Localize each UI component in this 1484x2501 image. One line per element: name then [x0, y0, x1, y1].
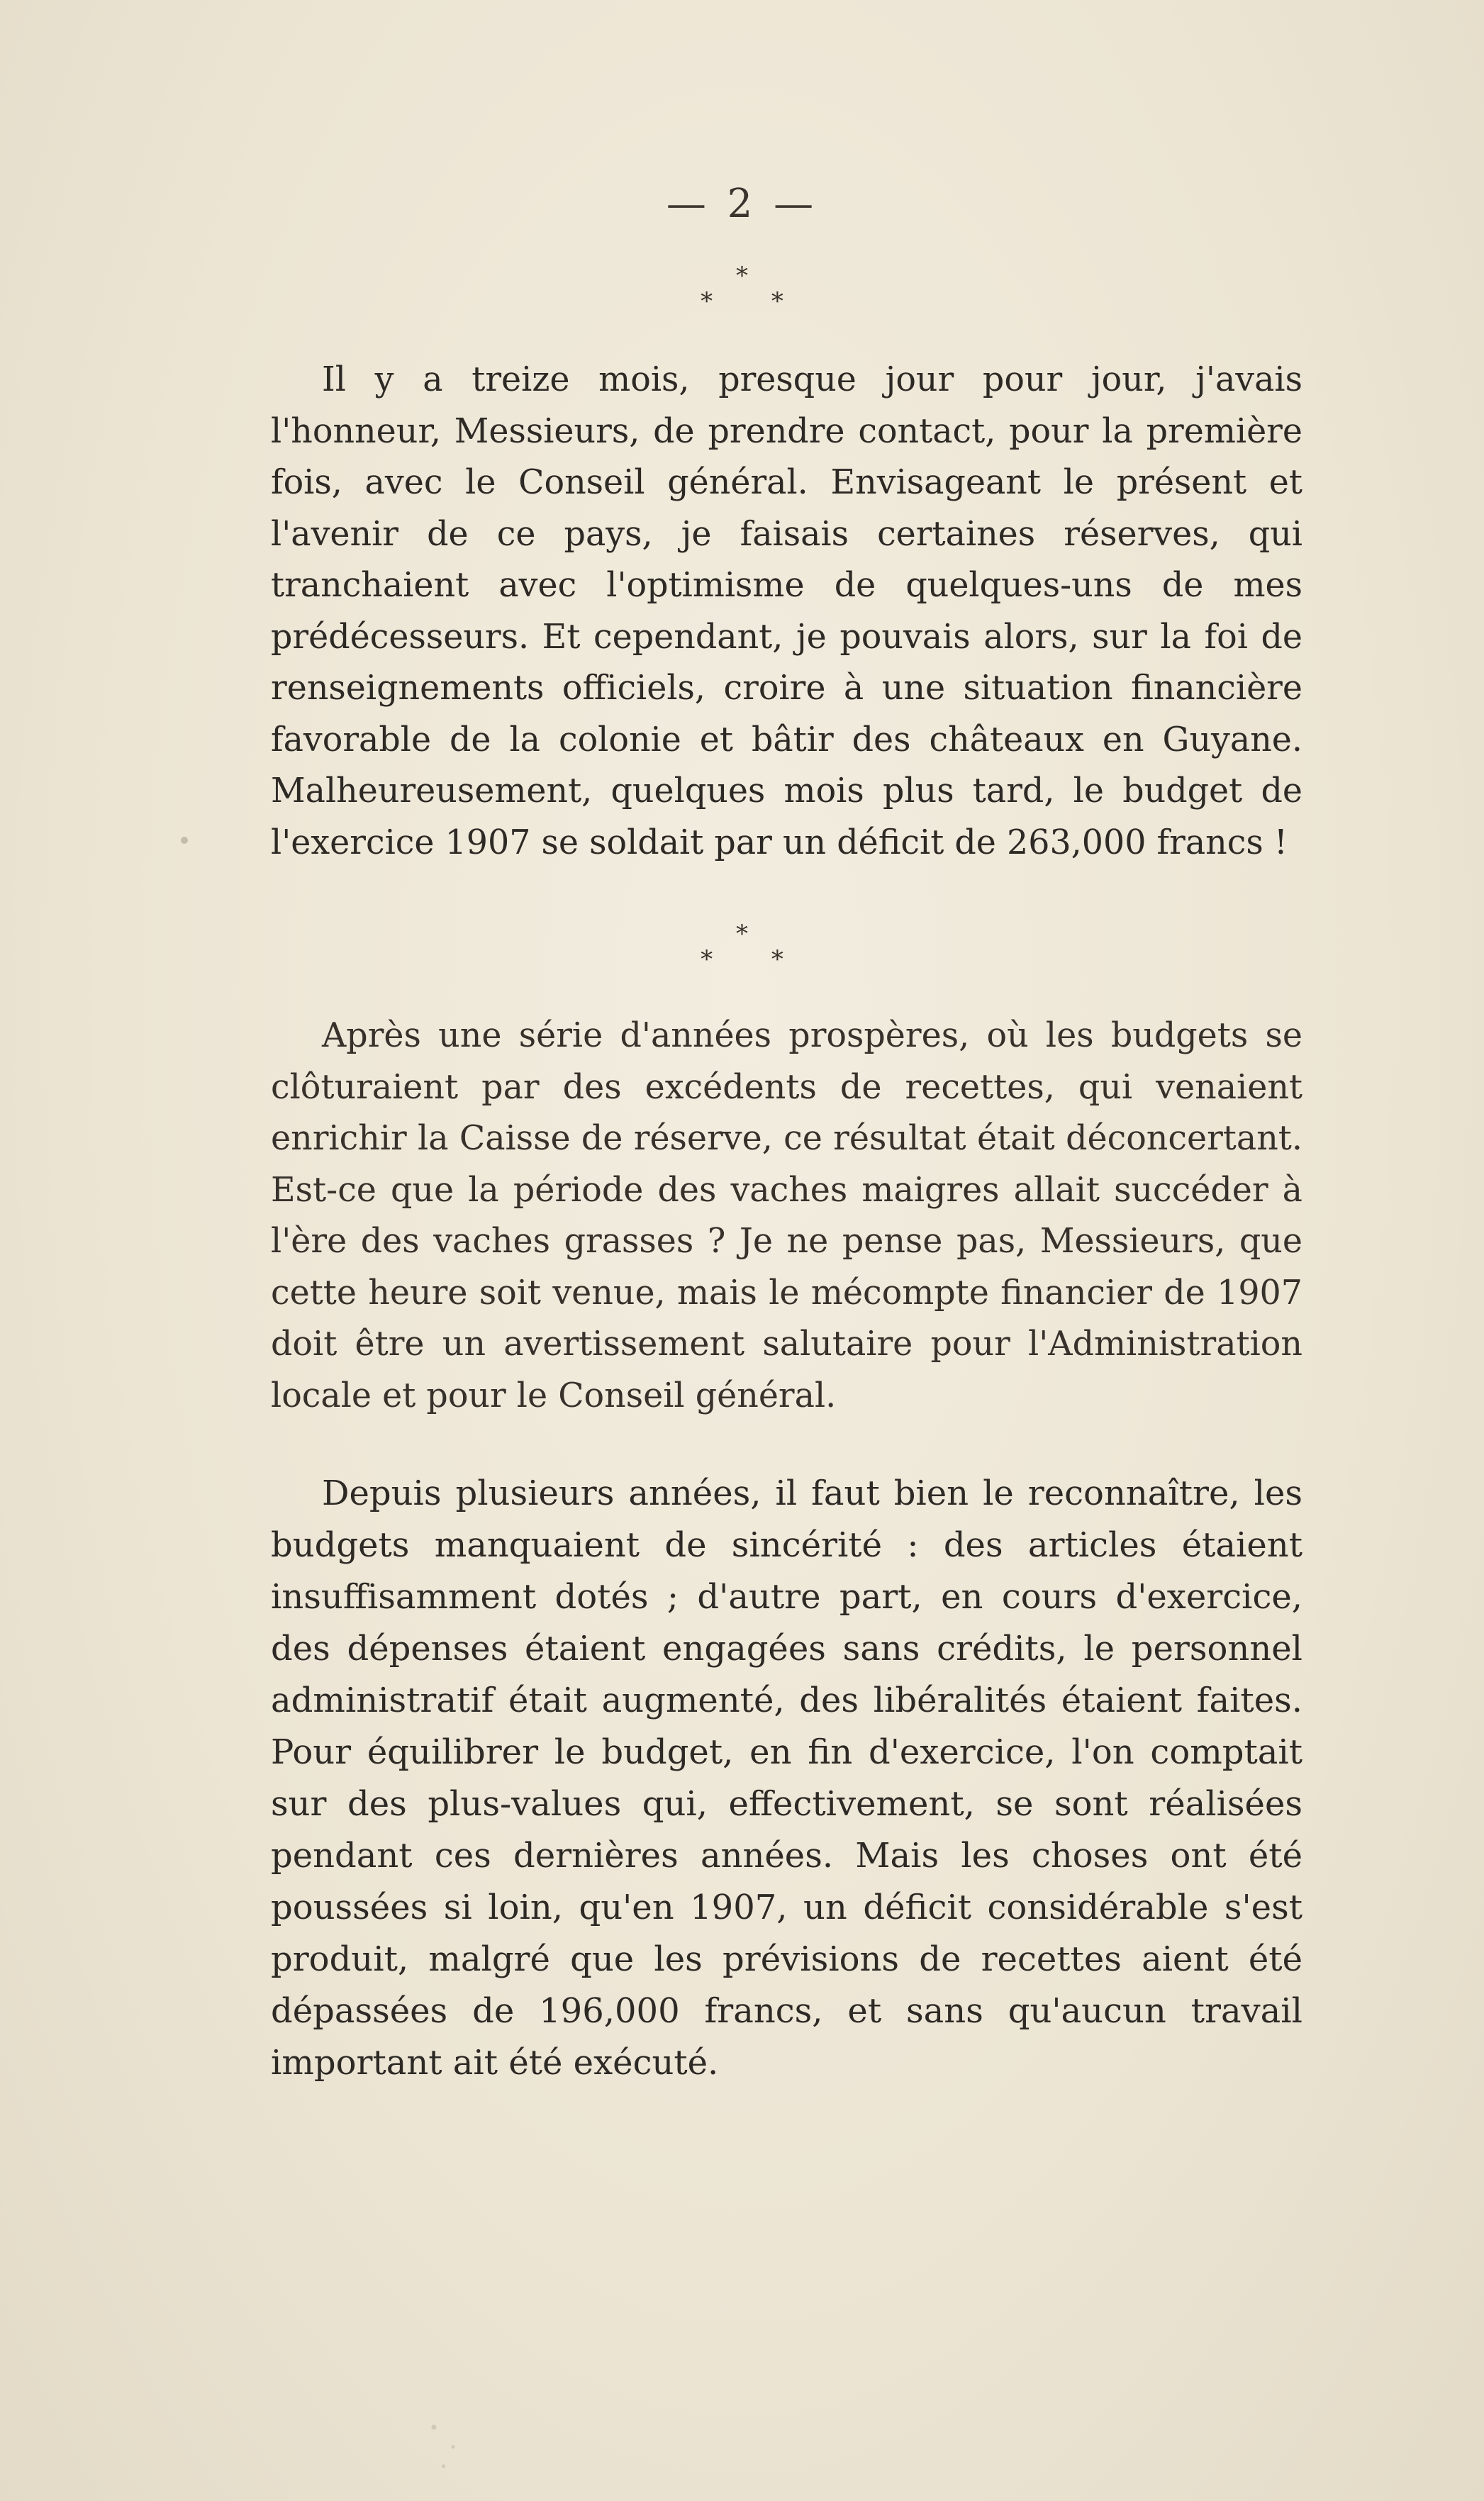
- asterism-top: *: [736, 262, 748, 290]
- asterism-bottom: * *: [701, 945, 809, 974]
- paragraph-1: Il y a treize mois, presque jour pour jour, j'avais l'honneur, Messieurs, de prendre contact, pour la première fois, avec le Conseil général. Envisageant le présent et l'avenir de ce pays, je faisais certaines réserves, qui tranchaient avec l'optimisme de quelques-uns de mes prédécesseurs. Et cependant, je pouvais alors, sur la foi de renseignements officiels, croire à une situation financière favorable de la colonie et bâtir des châteaux en Guyane. Malheureusement, quelques mois plus tard, le budget de l'exercice 1907 se soldait par un déficit de 263,000 francs !: [271, 360, 1302, 862]
- asterism-divider: [0, 262, 1484, 316]
- paper-blemish: [181, 837, 188, 844]
- paragraph-3: Depuis plusieurs années, il faut bien le reconnaître, les budgets manquaient de sincérité : des articles étaient insuffisamment dotés ; d'autre part, en cours d'exercice, des dépenses étaient engagées sans crédits, le personnel administratif était augmenté, des libéralités étaient faites. Pour équilibrer le budget, en fin d'exercice, l'on comptait sur des plus-values qui, effectivement, se sont réalisées pendant ces dernières années. Mais les choses ont été poussées si loin, qu'en 1907, un déficit considérable s'est produit, malgré que les prévisions de recettes aient été dépassées de 196,000 francs, et sans qu'aucun travail important ait été exécuté.: [271, 1474, 1302, 2083]
- page-number: — 2 —: [666, 181, 818, 227]
- paragraph-2: Après une série d'années prospères, où les budgets se clôturaient par des excédents de recettes, qui venaient enrichir la Caisse de réserve, ce résultat était déconcertant. Est-ce que la période des vaches maigres allait succéder à l'ère des vaches grasses ? Je ne pense pas, Messieurs, que cette heure soit venue, mais le mécompte financier de 1907 doit être un avertissement salutaire pour l'Administration locale et pour le Conseil général.: [271, 1016, 1302, 1415]
- paper-smudge: [415, 2404, 479, 2482]
- asterism-top: *: [736, 920, 748, 948]
- asterism-divider: [0, 920, 1484, 974]
- asterism-bottom: * *: [701, 287, 809, 316]
